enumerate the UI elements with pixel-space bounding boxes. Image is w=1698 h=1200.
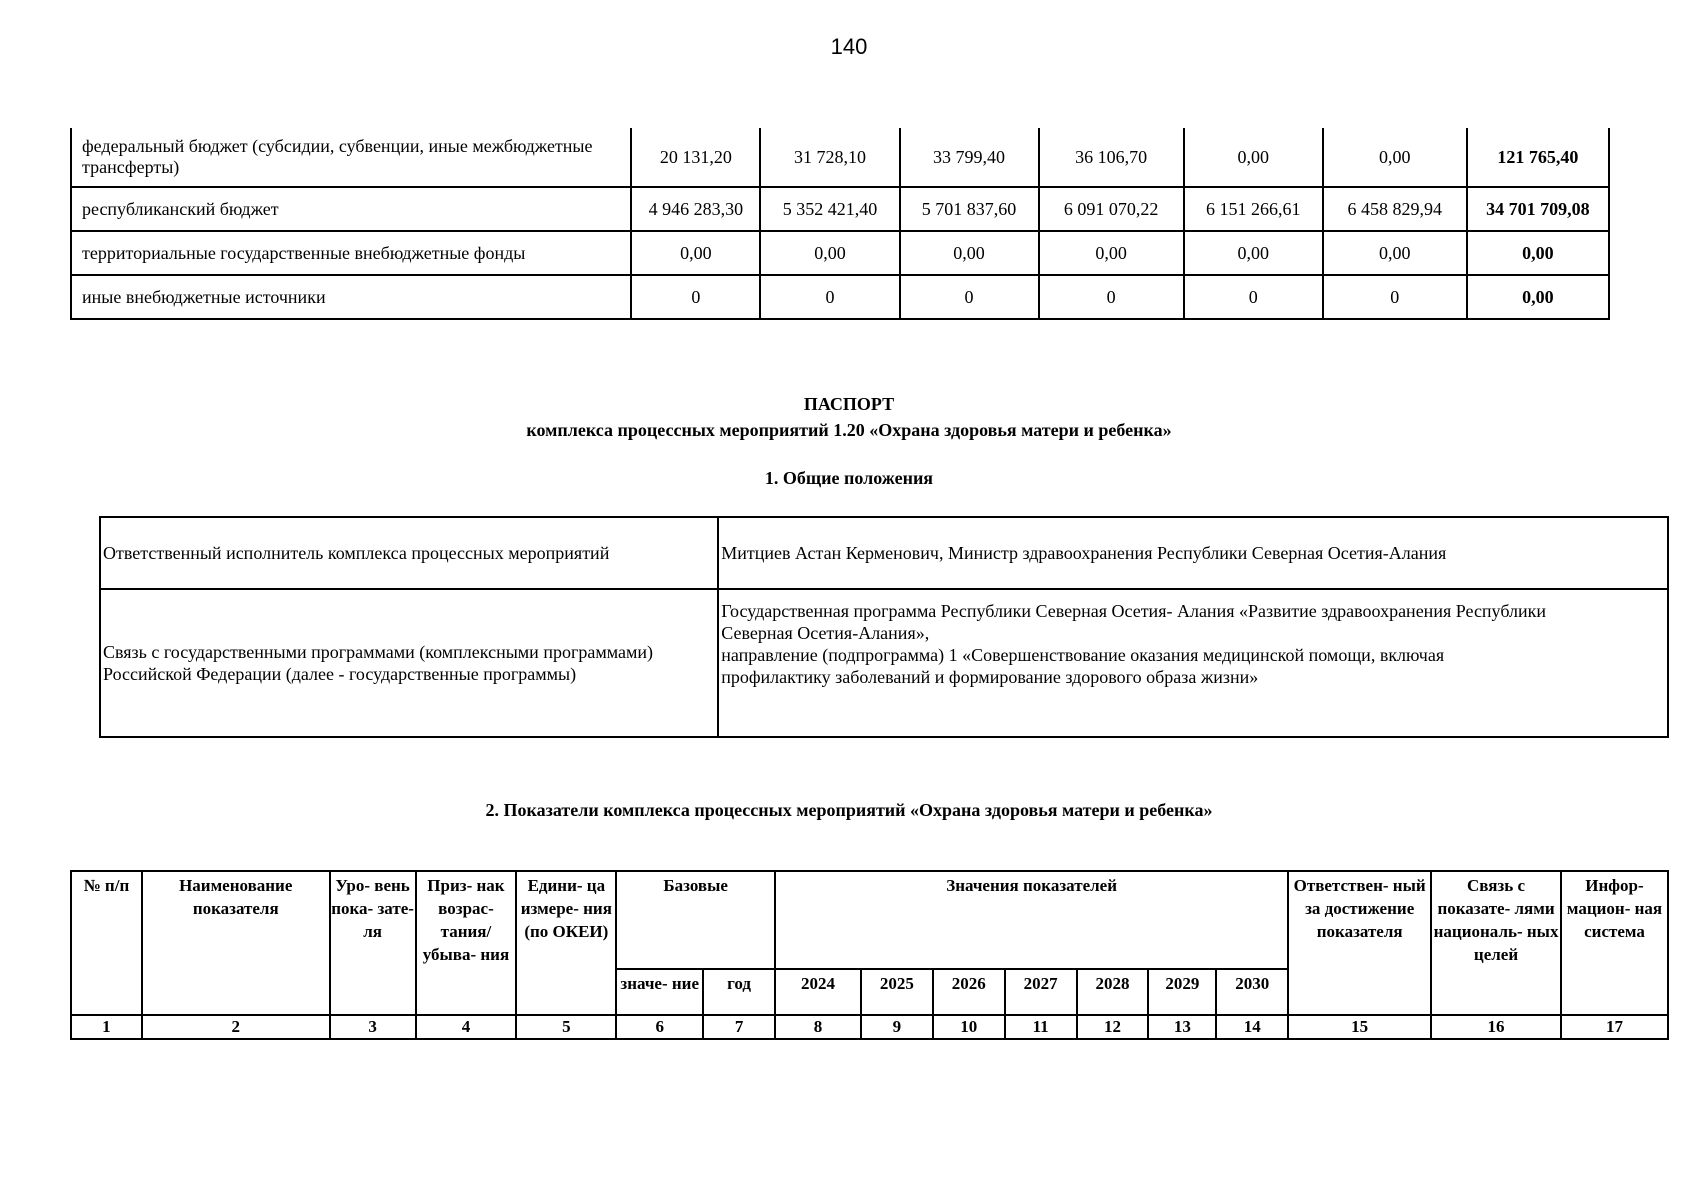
info-value	[718, 589, 1668, 737]
budget-cell: 0,00	[1184, 128, 1323, 187]
info-value-line: профилактику заболеваний и формирование здорового образа жизни»	[721, 667, 1259, 687]
info-value-line: Государственная программа Республики Северная Осетия- Алания «Развитие здравоохранения Республики	[721, 601, 1547, 621]
header-year: 2030	[1216, 969, 1288, 1015]
budget-row-territorial-funds	[71, 231, 1609, 275]
header-year: 2029	[1148, 969, 1216, 1015]
info-row-programs	[100, 589, 1668, 737]
budget-total: 0,00	[1467, 231, 1609, 275]
budget-cell: 0,00	[631, 231, 760, 275]
info-row-responsible	[100, 517, 1668, 589]
budget-cell: 0,00	[900, 231, 1039, 275]
header-base-year: год	[703, 969, 775, 1015]
header-year: 2025	[861, 969, 933, 1015]
column-number: 12	[1077, 1015, 1149, 1039]
column-number: 5	[516, 1015, 616, 1039]
budget-cell: 5 352 421,40	[760, 187, 899, 231]
budget-cell: 0	[900, 275, 1039, 319]
info-label: Ответственный исполнитель комплекса процессных мероприятий	[100, 517, 718, 589]
budget-cell: 0,00	[1323, 231, 1467, 275]
column-number: 14	[1216, 1015, 1288, 1039]
budget-cell: 36 106,70	[1039, 128, 1184, 187]
general-provisions-table	[99, 516, 1669, 738]
budget-cell: 0	[760, 275, 899, 319]
header-year: 2028	[1077, 969, 1149, 1015]
header-values: Значения показателей	[775, 871, 1288, 969]
budget-row-federal	[71, 128, 1609, 187]
passport-subtitle: комплекса процессных мероприятий 1.20 «Охрана здоровья матери и ребенка»	[526, 420, 1172, 440]
budget-cell: 6 091 070,22	[1039, 187, 1184, 231]
column-number: 13	[1148, 1015, 1216, 1039]
budget-row-label: федеральный бюджет (субсидии, субвенции, иные межбюджетные трансферты)	[71, 128, 631, 187]
header-level: Уро- вень пока- зате- ля	[330, 871, 416, 1015]
budget-total: 121 765,40	[1467, 128, 1609, 187]
info-value: Митциев Астан Керменович, Министр здравоохранения Республики Северная Осетия-Алания	[718, 517, 1668, 589]
info-value-line: Северная Осетия-Алания»,	[721, 623, 930, 643]
column-number: 11	[1005, 1015, 1077, 1039]
budget-cell: 0	[631, 275, 760, 319]
budget-row-other-sources	[71, 275, 1609, 319]
budget-cell: 4 946 283,30	[631, 187, 760, 231]
budget-total: 34 701 709,08	[1467, 187, 1609, 231]
header-year: 2026	[933, 969, 1005, 1015]
budget-cell: 33 799,40	[900, 128, 1039, 187]
column-number: 17	[1561, 1015, 1668, 1039]
budget-row-label: республиканский бюджет	[71, 187, 631, 231]
header-base-value: значе- ние	[616, 969, 703, 1015]
section2-title: 2. Показатели комплекса процессных мероприятий «Охрана здоровья матери и ребенка»	[485, 800, 1213, 820]
passport-title: ПАСПОРТ	[803, 394, 895, 414]
budget-cell: 6 151 266,61	[1184, 187, 1323, 231]
budget-cell: 0	[1184, 275, 1323, 319]
column-number: 7	[703, 1015, 775, 1039]
header-unit: Едини- ца измере- ния (по ОКЕИ)	[516, 871, 616, 1015]
header-info-system: Инфор- мацион- ная система	[1561, 871, 1668, 1015]
header-base: Базовые	[616, 871, 775, 969]
header-year: 2024	[775, 969, 861, 1015]
header-responsible: Ответствен- ный за достижение показателя	[1288, 871, 1431, 1015]
budget-cell: 0,00	[760, 231, 899, 275]
budget-cell: 5 701 837,60	[900, 187, 1039, 231]
column-number: 15	[1288, 1015, 1431, 1039]
budget-cell: 0	[1323, 275, 1467, 319]
indicators-header-row	[71, 871, 1668, 969]
budget-cell: 0,00	[1184, 231, 1323, 275]
indicators-table	[70, 870, 1669, 1040]
page-number: 140	[830, 34, 868, 59]
budget-cell: 0,00	[1323, 128, 1467, 187]
info-value-line: направление (подпрограмма) 1 «Совершенствование оказания медицинской помощи, включая	[721, 645, 1445, 665]
header-name: Наименование показателя	[142, 871, 330, 1015]
column-number: 10	[933, 1015, 1005, 1039]
column-number: 6	[616, 1015, 703, 1039]
column-number: 8	[775, 1015, 861, 1039]
budget-row-label: иные внебюджетные источники	[71, 275, 631, 319]
budget-cell: 31 728,10	[760, 128, 899, 187]
info-label: Связь с государственными программами (комплексными программами) Российской Федерации (далее - государственные программы)	[100, 589, 718, 737]
budget-table	[70, 128, 1610, 320]
column-number: 3	[330, 1015, 416, 1039]
header-year: 2027	[1005, 969, 1077, 1015]
header-num: № п/п	[71, 871, 142, 1015]
budget-cell: 0	[1039, 275, 1184, 319]
column-number-row	[71, 1015, 1668, 1039]
budget-cell: 6 458 829,94	[1323, 187, 1467, 231]
budget-row-label: территориальные государственные внебюджетные фонды	[71, 231, 631, 275]
budget-row-republic	[71, 187, 1609, 231]
budget-cell: 0,00	[1039, 231, 1184, 275]
budget-cell: 20 131,20	[631, 128, 760, 187]
header-sign: Приз- нак возрас- тания/ убыва- ния	[416, 871, 517, 1015]
column-number: 1	[71, 1015, 142, 1039]
budget-total: 0,00	[1467, 275, 1609, 319]
column-number: 2	[142, 1015, 330, 1039]
column-number: 16	[1431, 1015, 1561, 1039]
header-national-goals: Связь с показате- лями националь- ных целей	[1431, 871, 1561, 1015]
column-number: 9	[861, 1015, 933, 1039]
section1-title: 1. Общие положения	[764, 468, 934, 488]
column-number: 4	[416, 1015, 517, 1039]
